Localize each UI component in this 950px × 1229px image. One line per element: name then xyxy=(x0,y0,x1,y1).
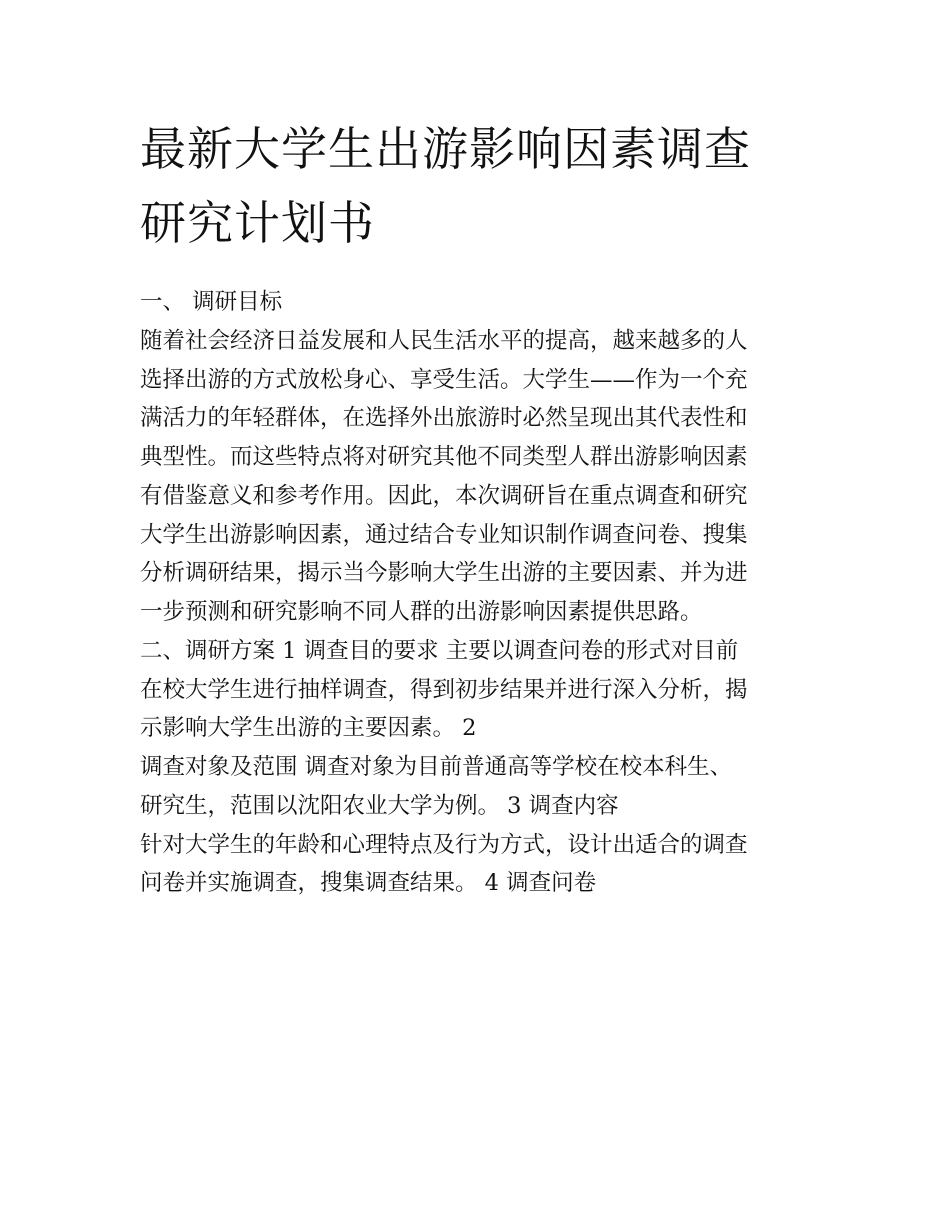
paragraph-line: 研究生，范围以沈阳农业大学为例。 3 调查内容 xyxy=(140,792,619,819)
title-line: 最新大学生出游影响因素调查 xyxy=(140,122,751,176)
paragraph-line: 调查对象及范围 调查对象为目前普通高等学校在校本科生、 xyxy=(140,754,733,780)
title-line: 研究计划书 xyxy=(140,196,375,250)
section-heading-research-goal: 一、 调研目标 xyxy=(140,289,283,315)
paragraph-line: 满活力的年轻群体，在选择外出旅游时必然呈现出其代表性和 xyxy=(140,405,748,432)
paragraph-line: 示影响大学生出游的主要因素。 2 xyxy=(140,715,477,742)
document-body xyxy=(140,283,820,903)
paragraph-line: 问卷并实施调查，搜集调查结果。 4 调查问卷 xyxy=(140,870,597,897)
paragraph-line: 针对大学生的年龄和心理特点及行为方式，设计出适合的调查 xyxy=(140,831,748,858)
paragraph-line: 一步预测和研究影响不同人群的出游影响因素提供思路。 xyxy=(140,599,703,625)
paragraph-line: 分析调研结果，揭示当今影响大学生出游的主要因素、并为进 xyxy=(140,560,748,587)
paragraph-line: 在校大学生进行抽样调查，得到初步结果并进行深入分析，揭 xyxy=(140,676,748,703)
paragraph-line: 随着社会经济日益发展和人民生活水平的提高，越来越多的人 xyxy=(140,327,748,354)
paragraph-line: 有借鉴意义和参考作用。因此，本次调研旨在重点调查和研究 xyxy=(140,482,748,509)
paragraph-line: 选择出游的方式放松身心、享受生活。大学生——作为一个充 xyxy=(140,366,748,393)
document-title xyxy=(140,112,820,260)
paragraph-line: 大学生出游影响因素，通过结合专业知识制作调查问卷、搜集 xyxy=(140,521,748,548)
section-heading-research-plan: 二、调研方案 1 调查目的要求 主要以调查问卷的形式对目前 xyxy=(140,637,739,664)
paragraph-line: 典型性。而这些特点将对研究其他不同类型人群出游影响因素 xyxy=(140,444,748,470)
